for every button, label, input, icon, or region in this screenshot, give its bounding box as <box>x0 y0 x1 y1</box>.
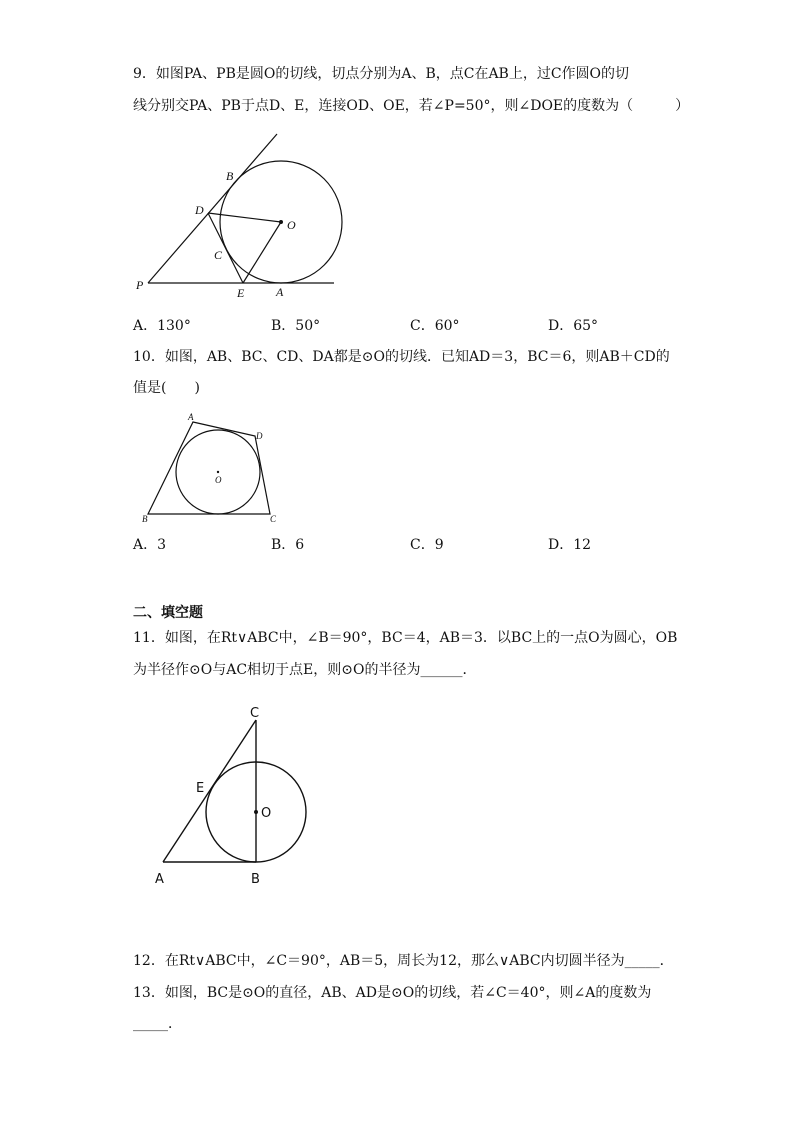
q10-label-o: O <box>215 475 222 485</box>
q9-label-b: B <box>226 169 234 183</box>
q10-figure <box>138 408 288 528</box>
q10-text-line2: 值是( ) <box>133 380 200 396</box>
q10-label-c: C <box>270 514 277 524</box>
q11-label-c: C <box>250 706 260 721</box>
q10-option-c: C．9 <box>410 537 444 553</box>
q9-label-p: P <box>136 278 144 292</box>
q11-label-e: E <box>196 781 205 796</box>
q10-option-a: A．3 <box>133 537 167 553</box>
q9-label-d: D <box>195 203 204 217</box>
q10-option-d: D．12 <box>548 537 592 553</box>
q11-text-line1: 11．如图，在Rt∨ABC中，∠B＝90°，BC＝4，AB＝3．以BC上的一点O为圆心，OB <box>133 630 678 646</box>
q9-label-o: O <box>287 218 296 232</box>
q9-option-c: C．60° <box>410 318 460 334</box>
q11-figure <box>150 700 320 895</box>
q9-text-line1: 9．如图PA、PB是圆O的切线，切点分别为A、B，点C在AB上，过C作圆O的切 <box>133 66 630 82</box>
q9-option-b: B．50° <box>271 318 321 334</box>
q9-figure <box>130 130 350 305</box>
q10-option-b: B．6 <box>271 537 305 553</box>
q9-label-a: A <box>276 285 284 299</box>
section-title-fill-in: 二、填空题 <box>133 605 203 621</box>
q10-label-b: B <box>142 514 148 524</box>
q9-label-c: C <box>214 248 223 262</box>
q11-text-line2: 为半径作⊙O与AC相切于点E，则⊙O的半径为______． <box>133 662 477 678</box>
q9-option-d: D．65° <box>548 318 599 334</box>
q10-label-d: D <box>256 431 263 441</box>
q9-label-e: E <box>237 286 245 300</box>
q10-label-a: A <box>188 412 194 422</box>
q9-option-a: A．130° <box>133 318 191 334</box>
q11-label-o: O <box>261 806 272 821</box>
q13-text-line2: _____． <box>133 1016 182 1032</box>
q10-text-line1: 10．如图，AB、BC、CD、DA都是⊙O的切线．已知AD＝3，BC＝6，则AB＋CD的 <box>133 349 670 365</box>
q12-text: 12．在Rt∨ABC中，∠C＝90°，AB＝5，周长为12，那么∨ABC内切圆半径为_____． <box>133 953 674 969</box>
q11-label-a: A <box>155 872 164 887</box>
q9-text-line2: 线分别交PA、PB于点D、E，连接OD、OE，若∠P=50°，则∠DOE的度数为（ ） <box>133 98 690 114</box>
q11-label-b: B <box>251 872 260 887</box>
q13-text-line1: 13．如图，BC是⊙O的直径，AB、AD是⊙O的切线，若∠C＝40°，则∠A的度数为 <box>133 985 652 1001</box>
